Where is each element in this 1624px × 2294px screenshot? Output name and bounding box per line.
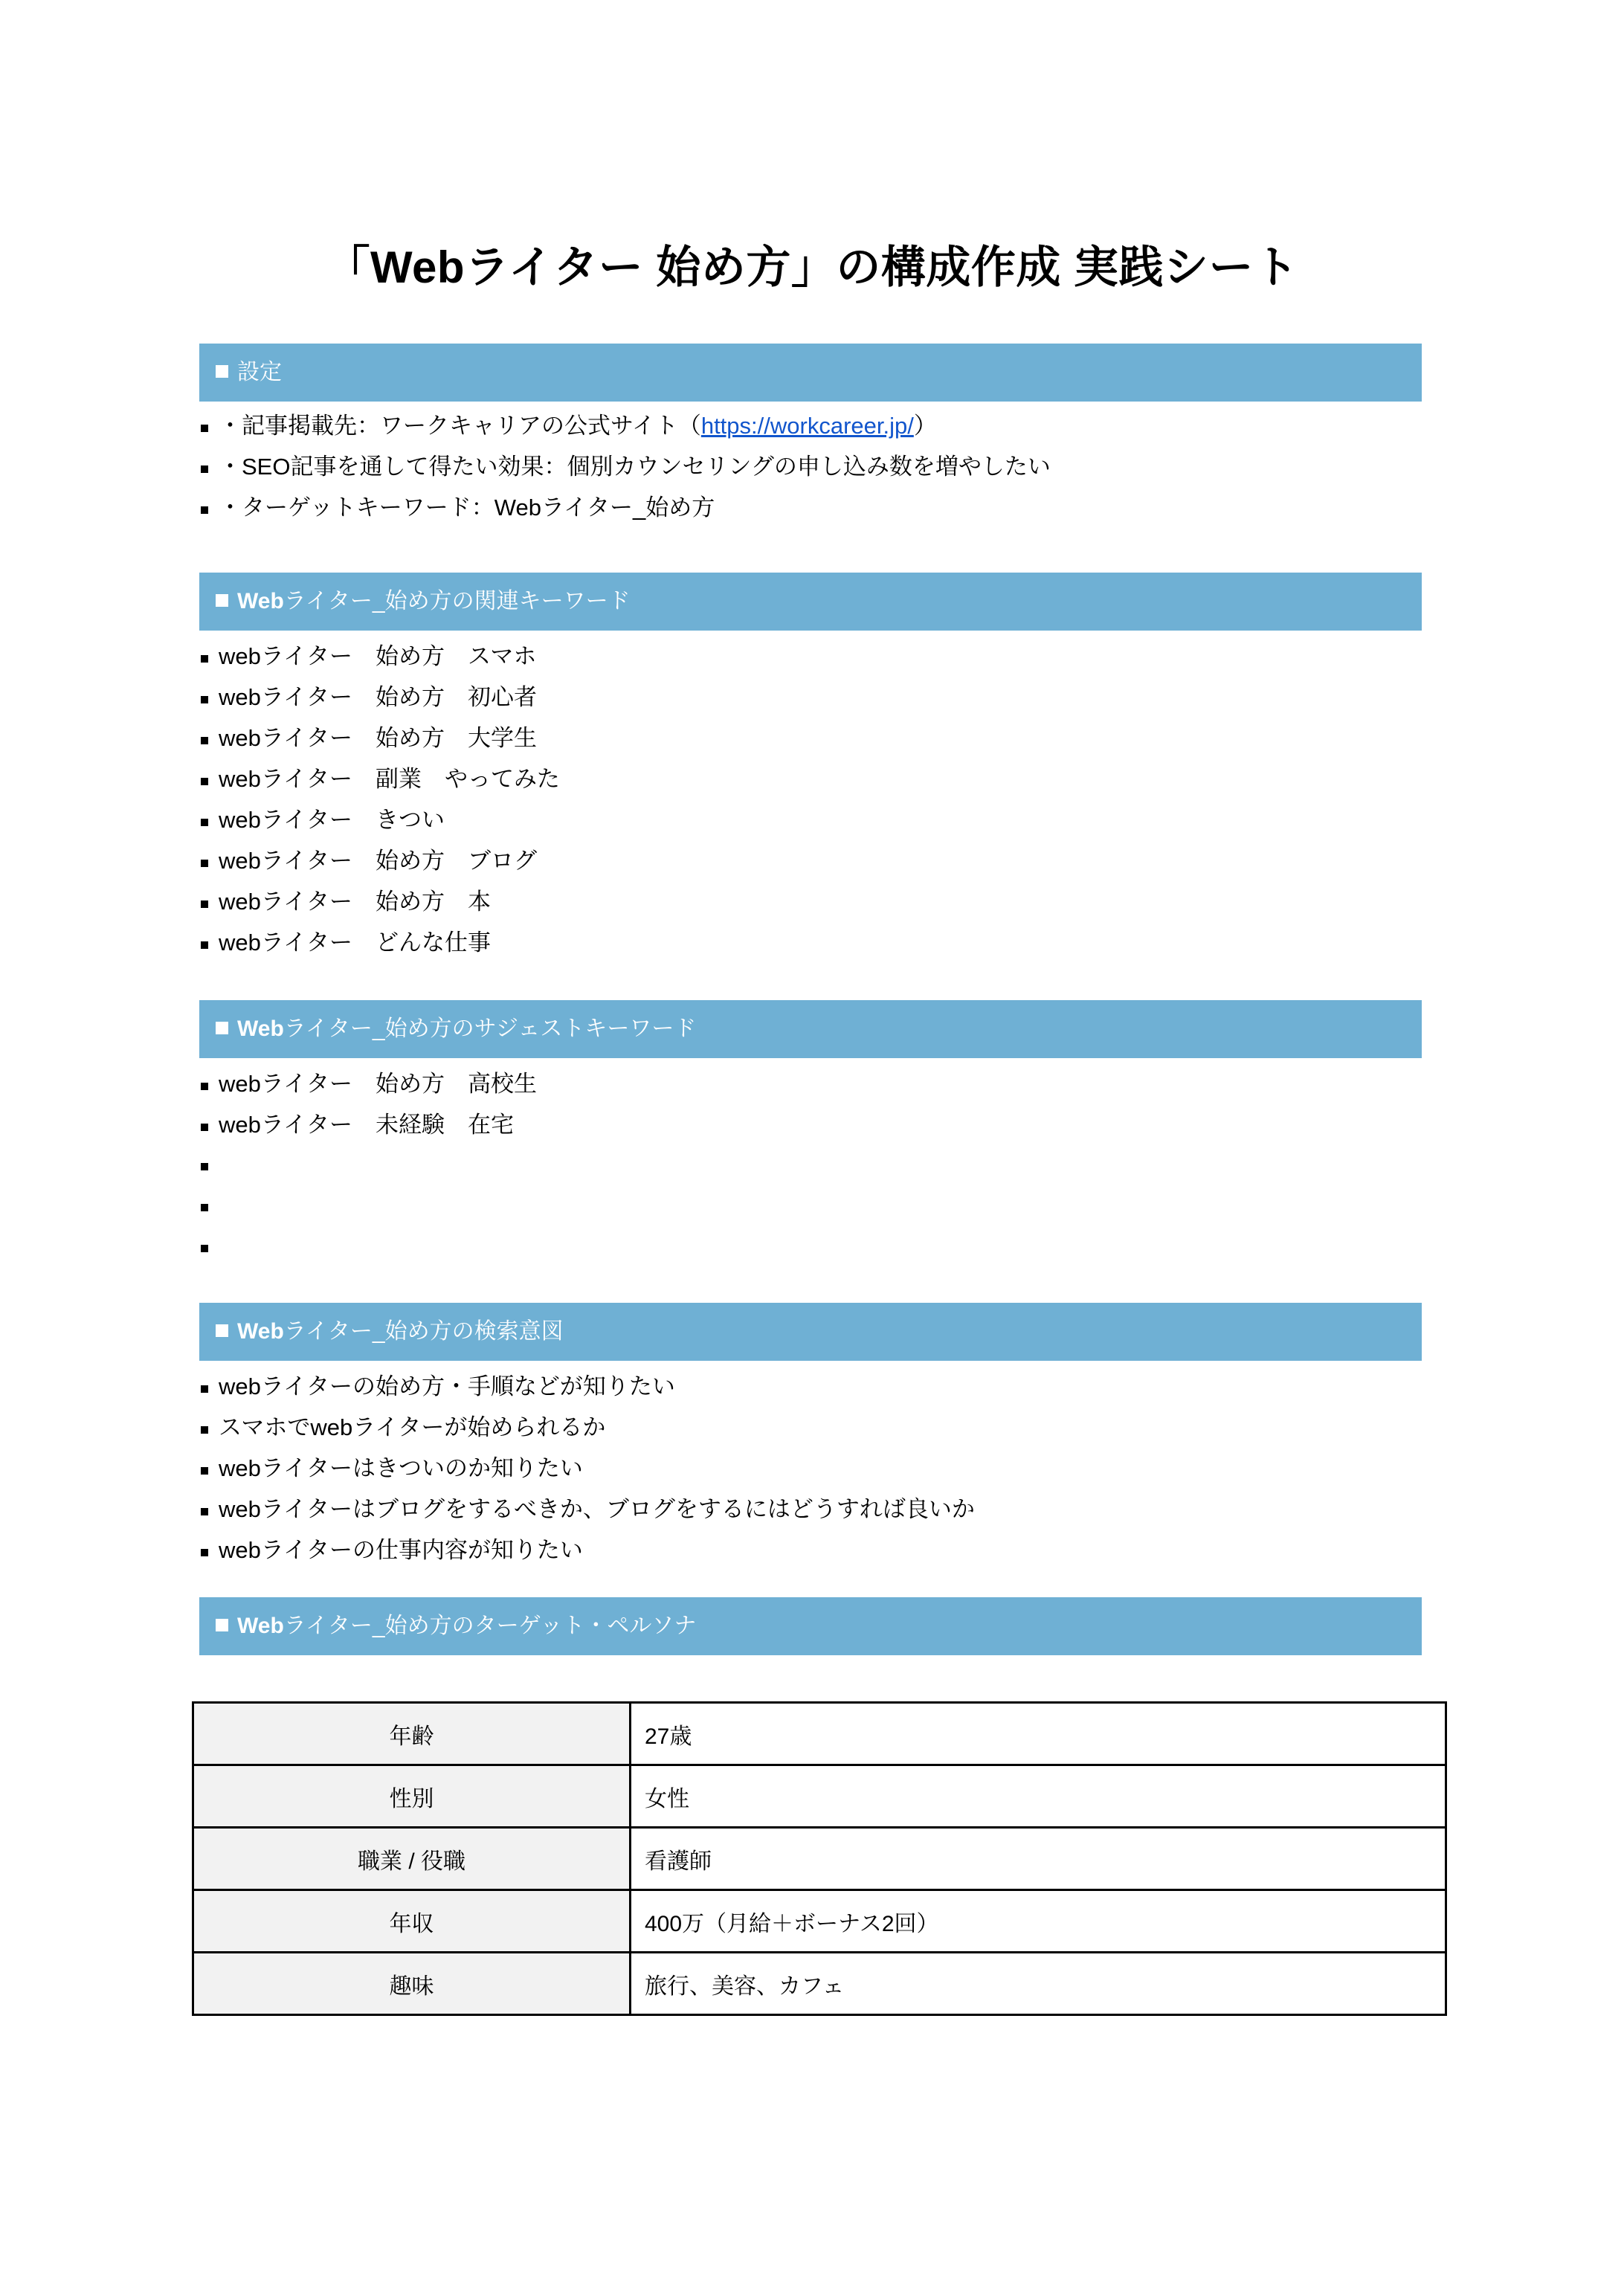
section-header-related-keywords bbox=[199, 573, 1422, 631]
square-bullet-icon bbox=[216, 594, 228, 607]
title-prefix: 「 bbox=[325, 242, 370, 292]
list-item: webライター 副業 やってみた bbox=[199, 758, 1463, 799]
title-rest: ライター 始め方」の構成作成 実践シート bbox=[465, 242, 1299, 292]
list-item: webライター 始め方 スマホ bbox=[199, 636, 1463, 677]
section-bar bbox=[199, 1000, 1422, 1058]
list-item: webライターの始め方・手順などが知りたい bbox=[199, 1366, 1463, 1407]
section-bar bbox=[199, 573, 1422, 631]
section-header-target-persona bbox=[199, 1597, 1422, 1655]
list-item: webライターはブログをするべきか、ブログをするにはどうすれば良いか bbox=[199, 1489, 1463, 1530]
square-bullet-icon bbox=[216, 1619, 228, 1631]
section-heading-latin: Web bbox=[237, 1319, 284, 1344]
persona-key: 年齢 bbox=[193, 1703, 631, 1765]
square-bullet-icon bbox=[216, 365, 228, 378]
section-heading-text: ライター_始め方のターゲット・ペルソナ bbox=[283, 1614, 697, 1638]
settings-list bbox=[199, 405, 1463, 528]
list-item: webライター 始め方 ブログ bbox=[199, 840, 1463, 881]
persona-value[interactable]: 旅行、美容、カフェ bbox=[631, 1953, 1446, 2015]
section-heading-latin: Web bbox=[237, 1614, 284, 1638]
list-item: スマホでwebライターが始められるか bbox=[199, 1407, 1463, 1448]
section-header-search-intent bbox=[199, 1303, 1422, 1361]
workcareer-site-link[interactable]: https://workcareer.jp/ bbox=[700, 413, 914, 439]
table-row bbox=[193, 1828, 1446, 1890]
section-header-settings bbox=[199, 344, 1422, 402]
table-row bbox=[193, 1890, 1446, 1953]
list-item: webライター 始め方 初心者 bbox=[199, 677, 1463, 718]
section-heading-text: ライター_始め方のサジェストキーワード bbox=[283, 1016, 697, 1041]
section-heading-settings bbox=[216, 361, 282, 384]
list-item: webライター きつい bbox=[199, 799, 1463, 840]
table-row bbox=[193, 1765, 1446, 1828]
list-item bbox=[199, 446, 1463, 487]
page-title bbox=[0, 242, 1624, 292]
persona-value[interactable]: 看護師 bbox=[631, 1828, 1446, 1890]
list-item bbox=[199, 1227, 1463, 1268]
list-item: webライター 始め方 大学生 bbox=[199, 718, 1463, 758]
suggest-keywords-list bbox=[199, 1063, 1463, 1268]
search-intent-list bbox=[199, 1366, 1463, 1570]
persona-key: 性別 bbox=[193, 1765, 631, 1828]
item-prefix: ・ターゲットキーワード：Webライター_始め方 bbox=[219, 494, 715, 521]
section-bar bbox=[199, 1597, 1422, 1655]
table-row bbox=[193, 1953, 1446, 2015]
section-bar bbox=[199, 344, 1422, 402]
section-heading-latin: Web bbox=[237, 589, 284, 613]
persona-key: 趣味 bbox=[193, 1953, 631, 2015]
square-bullet-icon bbox=[216, 1324, 228, 1337]
section-header-suggest-keywords bbox=[199, 1000, 1422, 1058]
list-item: webライター 始め方 高校生 bbox=[199, 1063, 1463, 1104]
item-suffix: ） bbox=[913, 413, 937, 439]
section-heading-target-persona bbox=[216, 1615, 696, 1637]
persona-value[interactable]: 400万（月給＋ボーナス2回） bbox=[631, 1890, 1446, 1953]
list-item: webライターはきついのか知りたい bbox=[199, 1448, 1463, 1489]
list-item bbox=[199, 1186, 1463, 1227]
item-prefix: ・記事掲載先：ワークキャリアの公式サイト（ bbox=[219, 413, 701, 439]
section-heading-latin: Web bbox=[237, 1016, 284, 1041]
section-heading-search-intent bbox=[216, 1321, 564, 1343]
persona-key: 職業 / 役職 bbox=[193, 1828, 631, 1890]
section-heading-text: ライター_始め方の検索意図 bbox=[283, 1319, 564, 1344]
persona-value[interactable]: 27歳 bbox=[631, 1703, 1446, 1765]
related-keywords-list bbox=[199, 636, 1463, 963]
persona-key: 年収 bbox=[193, 1890, 631, 1953]
list-item: webライター どんな仕事 bbox=[199, 922, 1463, 963]
square-bullet-icon bbox=[216, 1022, 228, 1034]
table-row bbox=[193, 1703, 1446, 1765]
persona-table bbox=[192, 1701, 1447, 2016]
list-item bbox=[199, 405, 1463, 446]
persona-value[interactable]: 女性 bbox=[631, 1765, 1446, 1828]
item-prefix: ・SEO記事を通して得たい効果：個別カウンセリングの申し込み数を増やしたい bbox=[219, 454, 1051, 480]
section-heading-related-keywords bbox=[216, 590, 631, 613]
list-item: webライターの仕事内容が知りたい bbox=[199, 1530, 1463, 1570]
list-item: webライター 未経験 在宅 bbox=[199, 1104, 1463, 1145]
section-bar bbox=[199, 1303, 1422, 1361]
list-item: webライター 始め方 本 bbox=[199, 881, 1463, 922]
list-item bbox=[199, 1145, 1463, 1186]
section-heading-text: ライター_始め方の関連キーワード bbox=[283, 589, 631, 613]
list-item bbox=[199, 487, 1463, 528]
section-heading-text: 設定 bbox=[237, 360, 282, 384]
section-heading-suggest-keywords bbox=[216, 1018, 696, 1040]
title-brand: Web bbox=[370, 242, 465, 292]
